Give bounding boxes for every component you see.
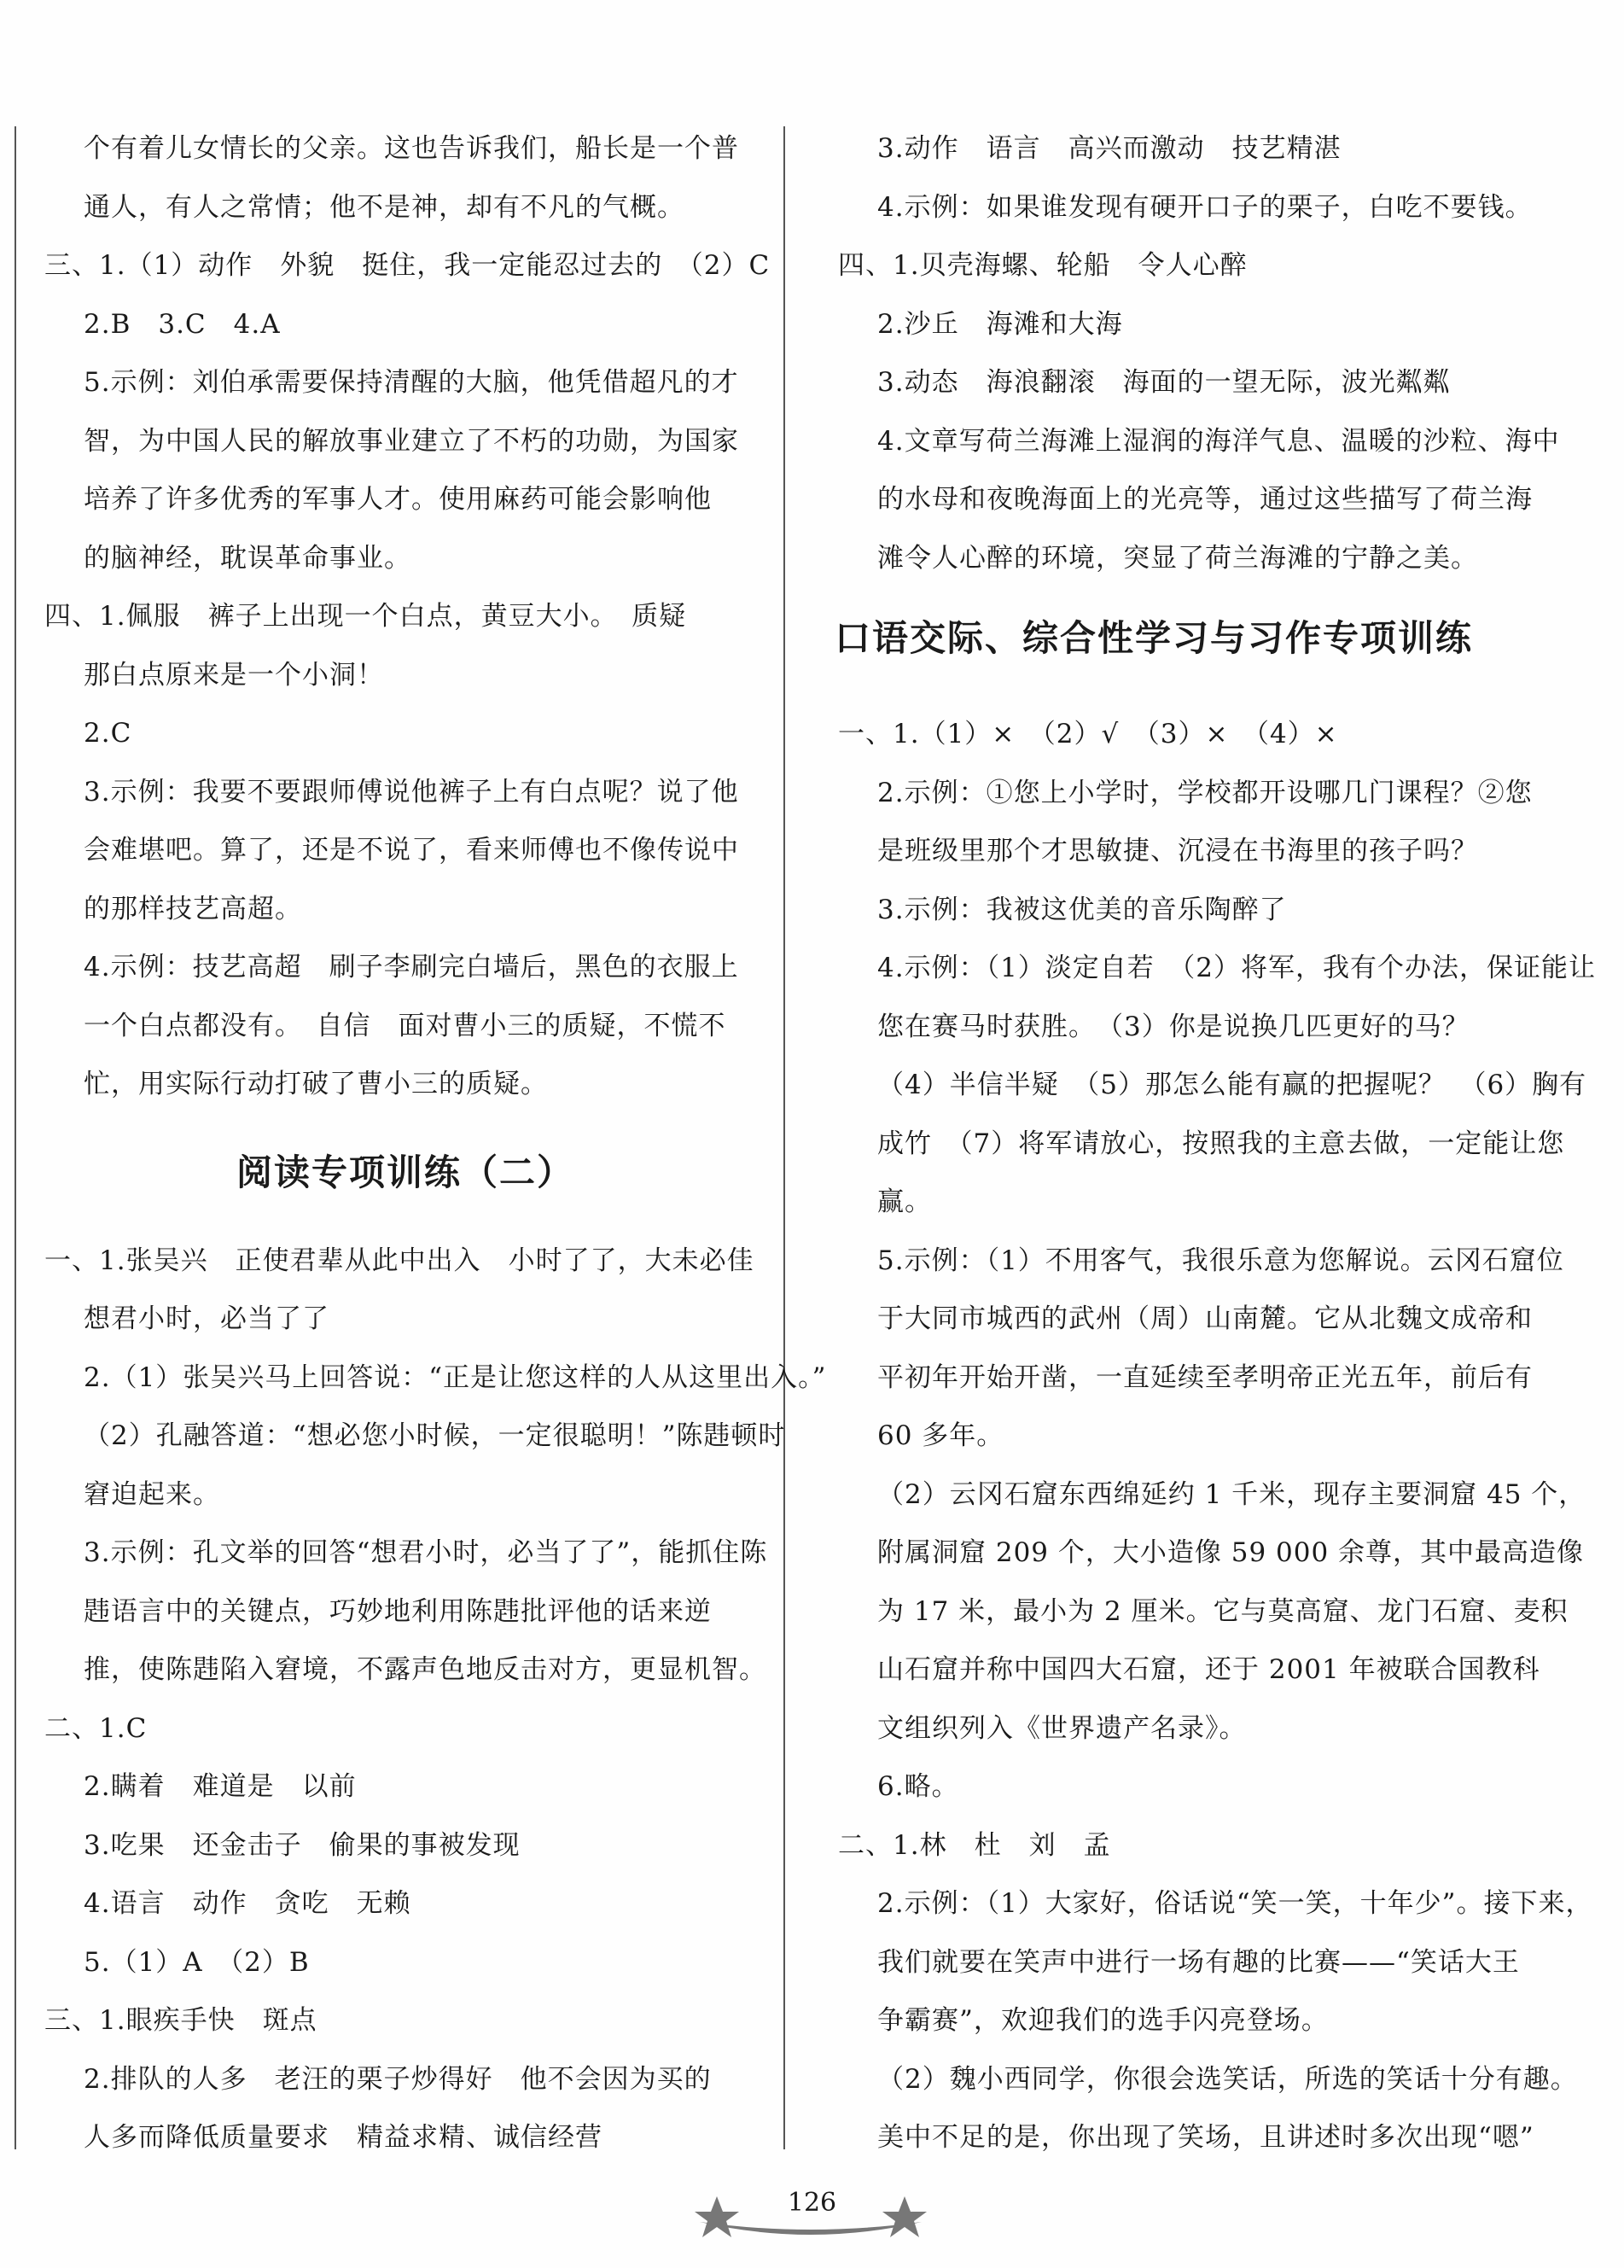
answer-line: 三、1.（1）动作 外貌 挺住，我一定能忍过去的 （2）C — [44, 250, 771, 281]
page-number: 126 — [787, 2188, 837, 2218]
answer-line: 赢。 — [877, 1186, 932, 1217]
answer-line: （2）魏小西同学，你很会选笑话，所选的笑话十分有趣。 — [877, 2063, 1578, 2095]
answer-line: 我们就要在笑声中进行一场有趣的比赛——“笑话大王 — [877, 1946, 1520, 1978]
answer-line: 的脑神经，耽误革命事业。 — [84, 542, 411, 574]
answer-line: （2）云冈石窟东西绵延约 1 千米，现存主要洞窟 45 个， — [877, 1478, 1586, 1510]
answer-line: 二、1.C — [44, 1712, 148, 1744]
answer-line: 2.B 3.C 4.A — [84, 308, 281, 340]
answer-line: 您在赛马时获胜。 （3）你是说换几匹更好的马？ — [877, 1011, 1470, 1042]
answer-line: 个有着儿女情长的父亲。这也告诉我们，船长是一个普 — [84, 133, 739, 164]
answer-line: 美中不足的是，你出现了笑场，且讲述时多次出现“嗯” — [877, 2122, 1534, 2153]
answer-line: 窘迫起来。 — [84, 1478, 220, 1510]
answer-line: 人多而降低质量要求 精益求精、诚信经营 — [84, 2122, 602, 2153]
answer-line: 一个白点都没有。 自信 面对曹小三的质疑，不慌不 — [84, 1010, 726, 1041]
answer-line: 6.略。 — [877, 1771, 959, 1802]
left-margin-rule — [15, 126, 16, 2149]
section-heading-reading-2: 阅读专项训练（二） — [236, 1151, 574, 1193]
left-answers-top — [26, 120, 785, 1114]
right-answers-top — [819, 120, 1560, 587]
answer-line: 3.示例：孔文举的回答“想君小时，必当了了”，能抓住陈 — [84, 1537, 768, 1568]
answer-line: 60 多年。 — [877, 1420, 1004, 1451]
answer-line: 平初年开始开凿，一直延续至孝明帝正光五年，前后有 — [877, 1361, 1533, 1393]
answer-line: 2.示例：①您上小学时，学校都开设哪几门课程？②您 — [877, 777, 1533, 808]
answer-line: 2.排队的人多 老汪的栗子炒得好 他不会因为买的 — [84, 2063, 712, 2095]
answer-line: 推，使陈韪陷入窘境，不露声色地反击对方，更显机智。 — [84, 1654, 766, 1685]
answer-line: 一、1.（1）× （2）√ （3）× （4）× — [838, 719, 1338, 749]
answer-line: 是班级里那个才思敏捷、沉浸在书海里的孩子吗？ — [877, 836, 1478, 866]
answer-line: 4.语言 动作 贪吃 无赖 — [84, 1888, 411, 1919]
answer-line: 的那样技艺高超。 — [84, 893, 302, 924]
answer-line: 智，为中国人民的解放事业建立了不朽的功勋，为国家 — [84, 425, 739, 457]
answer-line: 成竹 （7）将军请放心，按照我的主意去做，一定能让您 — [877, 1128, 1565, 1159]
answer-line: 为 17 米，最小为 2 厘米。它与莫高窟、龙门石窟、麦积 — [877, 1595, 1569, 1627]
page-footer — [0, 2181, 1624, 2258]
answer-line: 文组织列入《世界遗产名录》。 — [877, 1712, 1247, 1744]
answer-line: 会难堪吧。算了，还是不说了，看来师傅也不像传说中 — [84, 835, 739, 866]
answer-line: 滩令人心醉的环境，突显了荷兰海滩的宁静之美。 — [877, 542, 1478, 574]
answer-line: 2.C — [84, 718, 132, 749]
answer-line: 四、1.佩服 裤子上出现一个白点，黄豆大小。 质疑 — [44, 601, 687, 632]
answer-line: 三、1.眼疾手快 斑点 — [44, 2005, 317, 2036]
answer-line: 四、1.贝壳海螺、轮船 令人心醉 — [838, 250, 1248, 281]
answer-line: 那白点原来是一个小洞！ — [84, 659, 384, 691]
right-answers-bottom — [819, 705, 1597, 2167]
answer-line: 3.吃果 还金击子 偷果的事被发现 — [84, 1829, 521, 1861]
answer-line: 通人，有人之常情；他不是神，却有不凡的气概。 — [84, 191, 684, 223]
answer-line: 二、1.林 杜 刘 孟 — [838, 1829, 1111, 1861]
answer-line: 5.（1）A （2）B — [84, 1946, 310, 1978]
right-column — [819, 120, 1597, 2167]
answer-line: 附属洞窟 209 个，大小造像 59 000 余尊，其中最高造像 — [877, 1537, 1585, 1568]
answer-line: 2.沙丘 海滩和大海 — [877, 308, 1123, 340]
answer-line: 5.示例：（1）不用客气，我很乐意为您解说。云冈石窟位 — [877, 1245, 1564, 1276]
answer-line: （4）半信半疑 （5）那怎么能有赢的把握呢？ （6）胸有 — [877, 1070, 1587, 1100]
answer-line: （2）孔融答道：“想必您小时候，一定很聪明！”陈韪顿时 — [84, 1420, 786, 1451]
answer-line: 2.（1）张吴兴马上回答说：“正是让您这样的人从这里出入。” — [84, 1361, 827, 1393]
left-column — [26, 120, 827, 2167]
answer-line: 5.示例：刘伯承需要保持清醒的大脑，他凭借超凡的才 — [84, 367, 739, 398]
answer-line: 争霸赛”，欢迎我们的选手闪亮登场。 — [877, 2005, 1329, 2036]
section-heading-oral-writing: 口语交际、综合性学习与习作专项训练 — [835, 617, 1474, 659]
answer-line: 4.示例：（1）淡定自若 （2）将军，我有个办法，保证能让 — [877, 953, 1597, 983]
answer-line: 4.文章写荷兰海滩上湿润的海洋气息、温暖的沙粒、海中 — [877, 425, 1560, 457]
answer-line: 的水母和夜晚海面上的光亮等，通过这些描写了荷兰海 — [877, 484, 1533, 515]
answer-line: 3.示例：我要不要跟师傅说他裤子上有白点呢？说了他 — [84, 776, 739, 808]
answer-line: 想君小时，必当了了 — [84, 1303, 329, 1334]
answer-line: 忙，用实际行动打破了曹小三的质疑。 — [84, 1069, 548, 1099]
answer-line: 山石窟并称中国四大石窟，还于 2001 年被联合国教科 — [877, 1654, 1540, 1685]
answer-line: 培养了许多优秀的军事人才。使用麻药可能会影响他 — [84, 484, 712, 515]
answer-line: 4.示例：技艺高超 刷子李刷完白墙后，黑色的衣服上 — [84, 952, 739, 982]
answer-line: 3.动作 语言 高兴而激动 技艺精湛 — [877, 133, 1342, 164]
answer-line: 2.示例：（1）大家好，俗话说“笑一笑，十年少”。接下来， — [877, 1888, 1593, 1919]
answer-line: 4.示例：如果谁发现有硬开口子的栗子，白吃不要钱。 — [877, 191, 1533, 223]
left-answers-bottom — [26, 1232, 827, 2167]
answer-line: 一、1.张吴兴 正使君辈从此中出入 小时了了，大未必佳 — [44, 1245, 754, 1276]
answer-line: 2.瞒着 难道是 以前 — [84, 1771, 357, 1802]
answer-line: 3.动态 海浪翻滚 海面的一望无际，波光粼粼 — [877, 367, 1451, 398]
answer-line: 3.示例：我被这优美的音乐陶醉了 — [877, 894, 1287, 925]
answer-line: 韪语言中的关键点，巧妙地利用陈韪批评他的话来逆 — [84, 1595, 712, 1627]
answer-line: 于大同市城西的武州（周）山南麓。它从北魏文成帝和 — [877, 1303, 1533, 1334]
